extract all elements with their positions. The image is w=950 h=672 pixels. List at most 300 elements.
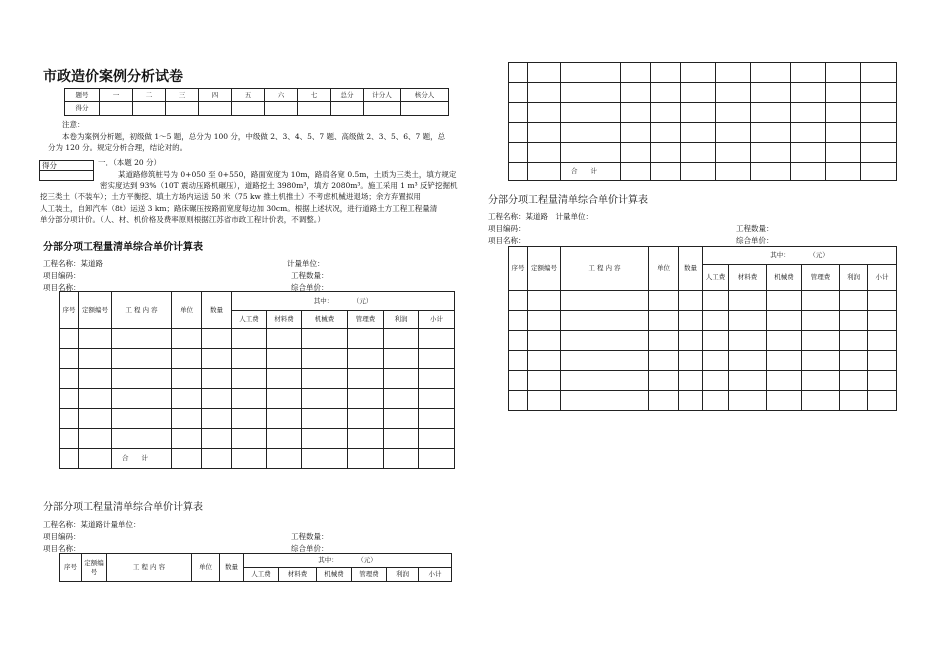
table-cell[interactable] xyxy=(791,83,826,103)
table-cell[interactable] xyxy=(826,83,861,103)
table-cell[interactable] xyxy=(767,291,802,311)
table-cell[interactable] xyxy=(561,63,621,83)
col-content: 工 程 内 容 xyxy=(112,292,172,329)
table-row xyxy=(509,103,897,123)
score-cell[interactable] xyxy=(133,102,166,116)
col-material: 材料费 xyxy=(729,265,767,291)
table-cell[interactable] xyxy=(202,329,232,349)
table-row xyxy=(509,391,897,411)
table-cell[interactable] xyxy=(767,391,802,411)
table-cell[interactable] xyxy=(649,291,679,311)
total-cell[interactable] xyxy=(751,163,791,181)
table-cell[interactable] xyxy=(826,143,861,163)
col-qty: 数量 xyxy=(202,292,232,329)
table-cell[interactable] xyxy=(729,371,767,391)
table-cell[interactable] xyxy=(528,83,561,103)
table-cell[interactable] xyxy=(868,371,897,391)
notes-line: 本卷为案例分析题，初级做 1〜5 题，总分为 100 分，中级做 2、3、4、5、7 题、高级做 2、3、5、6、7 题，总 xyxy=(62,132,446,141)
notes-line: 分为 120 分。规定分析合理，结论对的。 xyxy=(48,143,188,153)
score-header-cell: 计分人 xyxy=(364,89,401,102)
table-cell[interactable] xyxy=(561,83,621,103)
table-cell[interactable] xyxy=(60,389,79,409)
table-cell[interactable] xyxy=(751,103,791,123)
col-machine: 机械费 xyxy=(302,311,348,329)
table-cell[interactable] xyxy=(703,291,729,311)
table-cell[interactable] xyxy=(561,103,621,123)
table-cell[interactable] xyxy=(861,143,897,163)
table-cell[interactable] xyxy=(651,63,681,83)
col-quota: 定额编号 xyxy=(528,247,561,291)
col-qty: 数量 xyxy=(679,247,703,291)
total-cell[interactable] xyxy=(267,449,302,469)
table-cell[interactable] xyxy=(202,389,232,409)
table-cell[interactable] xyxy=(232,409,267,429)
total-cell[interactable] xyxy=(861,163,897,181)
table-cell[interactable] xyxy=(561,123,621,143)
table-cell[interactable] xyxy=(267,369,302,389)
total-cell[interactable] xyxy=(384,449,419,469)
score-header-cell: 一 xyxy=(100,89,133,102)
table3-project-item: 项目名称： xyxy=(488,236,526,245)
table-cell[interactable] xyxy=(302,329,348,349)
table-cell[interactable] xyxy=(528,311,561,331)
table-cell[interactable] xyxy=(528,391,561,411)
table-cell[interactable] xyxy=(767,311,802,331)
score-header-cell: 五 xyxy=(232,89,265,102)
total-cell[interactable] xyxy=(681,163,716,181)
total-cell[interactable] xyxy=(419,449,455,469)
table-cell[interactable] xyxy=(621,103,651,123)
table-cell[interactable] xyxy=(232,369,267,389)
total-label: 合 计 xyxy=(112,449,172,469)
col-profit: 利润 xyxy=(840,265,868,291)
col-subtotal: 小计 xyxy=(419,311,455,329)
score-header-cell: 二 xyxy=(133,89,166,102)
score-header-cell: 核分人 xyxy=(401,89,449,102)
total-cell[interactable] xyxy=(172,449,202,469)
table-row xyxy=(60,429,455,449)
total-cell[interactable] xyxy=(651,163,681,181)
table-cell[interactable] xyxy=(681,123,716,143)
score-header-cell: 题号 xyxy=(65,89,100,102)
table-continued xyxy=(508,62,897,181)
table-cell[interactable] xyxy=(60,409,79,429)
table-cell[interactable] xyxy=(60,369,79,389)
table-cell[interactable] xyxy=(840,351,868,371)
table-cell[interactable] xyxy=(751,83,791,103)
table-cell[interactable] xyxy=(802,331,840,351)
table3-quantity: 工程数量： xyxy=(736,224,774,233)
score-table xyxy=(64,88,449,116)
table-cell[interactable] xyxy=(861,103,897,123)
table-cell[interactable] xyxy=(202,429,232,449)
table-cell[interactable] xyxy=(840,331,868,351)
table-cell[interactable] xyxy=(802,371,840,391)
table-cell[interactable] xyxy=(202,349,232,369)
table-cell[interactable] xyxy=(791,103,826,123)
table-cell[interactable] xyxy=(419,429,455,449)
col-unit: 单位 xyxy=(172,292,202,329)
score-cell[interactable] xyxy=(199,102,232,116)
table-cell[interactable] xyxy=(649,391,679,411)
score-header-cell: 三 xyxy=(166,89,199,102)
table-cell[interactable] xyxy=(649,371,679,391)
table-cell[interactable] xyxy=(419,369,455,389)
score-header-cell: 七 xyxy=(298,89,331,102)
table-cell[interactable] xyxy=(840,311,868,331)
score-row-label: 得分 xyxy=(65,102,100,116)
table2-project-item: 项目名称： xyxy=(43,544,81,553)
q1-line: 某道路修筑桩号为 0+050 至 0+550，路面宽度为 10m，路肩各宽 0.5m，土质为三类土，填方规定 xyxy=(118,170,457,179)
table-cell[interactable] xyxy=(868,331,897,351)
table-cell[interactable] xyxy=(840,371,868,391)
table-cell[interactable] xyxy=(202,369,232,389)
col-quota: 定额编号 xyxy=(82,554,107,582)
table-cell[interactable] xyxy=(791,63,826,83)
table-cell[interactable] xyxy=(649,311,679,331)
table-cell[interactable] xyxy=(679,351,703,371)
table-cell[interactable] xyxy=(172,349,202,369)
table-cell[interactable] xyxy=(232,349,267,369)
table-cell[interactable] xyxy=(561,371,649,391)
table-cell[interactable] xyxy=(528,291,561,311)
table-cell[interactable] xyxy=(172,409,202,429)
table-cell[interactable] xyxy=(509,311,528,331)
table-cell[interactable] xyxy=(348,329,384,349)
table-row xyxy=(509,351,897,371)
table-cell[interactable] xyxy=(384,349,419,369)
table-cell[interactable] xyxy=(649,351,679,371)
table-cell[interactable] xyxy=(791,143,826,163)
table-cell[interactable] xyxy=(232,389,267,409)
table-cell[interactable] xyxy=(348,349,384,369)
table3-project-code: 项目编码： xyxy=(488,224,526,233)
table2-unit-price: 综合单价： xyxy=(291,544,329,553)
table-cell[interactable] xyxy=(861,63,897,83)
col-material: 材料费 xyxy=(267,311,302,329)
table-cell[interactable] xyxy=(528,331,561,351)
table-cell[interactable] xyxy=(840,391,868,411)
score-cell[interactable] xyxy=(364,102,401,116)
table-cell[interactable] xyxy=(509,123,528,143)
table-cell[interactable] xyxy=(703,371,729,391)
table-row xyxy=(509,371,897,391)
table-cell[interactable] xyxy=(729,391,767,411)
table2 xyxy=(59,553,452,582)
q1-line: 挖三类土（不装车）；土方平衡挖、填土方场内运送 50 米（75 kw 推土机推土）不考虑机械进退场；余方弃置拟用 xyxy=(40,192,421,202)
table-cell[interactable] xyxy=(751,143,791,163)
table-cell[interactable] xyxy=(767,331,802,351)
table-cell[interactable] xyxy=(679,291,703,311)
total-cell[interactable] xyxy=(202,449,232,469)
table2-title: 分部分项工程量清单综合单价计算表 xyxy=(43,502,203,513)
table-cell[interactable] xyxy=(802,291,840,311)
table-cell[interactable] xyxy=(703,331,729,351)
table-cell[interactable] xyxy=(868,351,897,371)
table-cell[interactable] xyxy=(112,349,172,369)
table-cell[interactable] xyxy=(679,311,703,331)
total-cell[interactable] xyxy=(826,163,861,181)
col-unit: 单位 xyxy=(649,247,679,291)
score-header-cell: 四 xyxy=(199,89,232,102)
table-cell[interactable] xyxy=(267,329,302,349)
notes-block xyxy=(48,131,457,153)
table-cell[interactable] xyxy=(60,429,79,449)
table-cell[interactable] xyxy=(826,103,861,123)
table-cell[interactable] xyxy=(716,63,751,83)
table-cell[interactable] xyxy=(302,409,348,429)
table-cell[interactable] xyxy=(419,389,455,409)
table2-project-name: 工程名称：某道路计量单位： xyxy=(43,520,141,529)
table-cell[interactable] xyxy=(509,371,528,391)
table-cell[interactable] xyxy=(202,409,232,429)
table1-title: 分部分项工程量清单综合单价计算表 xyxy=(43,242,203,253)
total-label: 合 计 xyxy=(561,163,621,181)
table-cell[interactable] xyxy=(302,429,348,449)
table-cell[interactable] xyxy=(528,143,561,163)
table-cell[interactable] xyxy=(681,83,716,103)
table-cell[interactable] xyxy=(868,291,897,311)
table-cell[interactable] xyxy=(561,143,621,163)
table-row xyxy=(60,389,455,409)
col-quota: 定额编号 xyxy=(79,292,112,329)
q1-score-label: 得分 xyxy=(40,161,94,171)
total-cell[interactable] xyxy=(232,449,267,469)
table-cell[interactable] xyxy=(651,123,681,143)
table-cell[interactable] xyxy=(561,331,649,351)
table-cell[interactable] xyxy=(172,369,202,389)
table-cell[interactable] xyxy=(561,391,649,411)
score-cell[interactable] xyxy=(232,102,265,116)
table-cell[interactable] xyxy=(868,391,897,411)
table-cell[interactable] xyxy=(561,291,649,311)
table-cell[interactable] xyxy=(348,409,384,429)
table-row xyxy=(60,369,455,389)
table-row xyxy=(60,409,455,429)
table-cell[interactable] xyxy=(302,349,348,369)
table-row xyxy=(509,143,897,163)
table-cell[interactable] xyxy=(716,123,751,143)
col-unit: 单位 xyxy=(192,554,220,582)
table-cell[interactable] xyxy=(681,143,716,163)
table-cell[interactable] xyxy=(651,143,681,163)
table-cell[interactable] xyxy=(716,143,751,163)
table-cell[interactable] xyxy=(79,429,112,449)
table-cell[interactable] xyxy=(267,409,302,429)
table-cell[interactable] xyxy=(384,409,419,429)
table-cell[interactable] xyxy=(751,63,791,83)
table-cell[interactable] xyxy=(112,329,172,349)
table-cell[interactable] xyxy=(112,429,172,449)
table-cell[interactable] xyxy=(509,291,528,311)
table-cell[interactable] xyxy=(60,349,79,369)
table1-project-item: 项目名称： xyxy=(43,283,81,292)
table-cell[interactable] xyxy=(791,123,826,143)
table-cell[interactable] xyxy=(112,409,172,429)
total-cell[interactable] xyxy=(621,163,651,181)
score-cell[interactable] xyxy=(298,102,331,116)
q1-line: 单分部分项计价。（人、材、机价格及费率原则根据江苏省市政工程计价表，不调整。） xyxy=(40,214,325,224)
table-cell[interactable] xyxy=(528,351,561,371)
table1-quantity: 工程数量： xyxy=(291,271,329,280)
table-row xyxy=(509,83,897,103)
table-cell[interactable] xyxy=(703,351,729,371)
table-cell[interactable] xyxy=(79,349,112,369)
table-cell[interactable] xyxy=(267,429,302,449)
page-title: 市政造价案例分析试卷 xyxy=(43,69,183,85)
col-qty: 数量 xyxy=(220,554,244,582)
table-cell[interactable] xyxy=(509,351,528,371)
table-cell[interactable] xyxy=(561,351,649,371)
table-cell[interactable] xyxy=(79,389,112,409)
table-row xyxy=(509,291,897,311)
score-cell[interactable] xyxy=(100,102,133,116)
table-cell[interactable] xyxy=(509,83,528,103)
table-cell[interactable] xyxy=(802,351,840,371)
table-cell[interactable] xyxy=(528,103,561,123)
table-cell[interactable] xyxy=(679,371,703,391)
col-mgmt: 管理费 xyxy=(348,311,384,329)
total-cell[interactable] xyxy=(302,449,348,469)
table-cell[interactable] xyxy=(826,63,861,83)
table-cell[interactable] xyxy=(751,123,791,143)
total-cell[interactable] xyxy=(348,449,384,469)
table-cell[interactable] xyxy=(621,123,651,143)
table-cell[interactable] xyxy=(419,409,455,429)
table-cell[interactable] xyxy=(112,389,172,409)
table-cell[interactable] xyxy=(302,389,348,409)
table-row xyxy=(509,63,897,83)
table-cell[interactable] xyxy=(767,371,802,391)
total-cell[interactable] xyxy=(528,163,561,181)
table-cell[interactable] xyxy=(621,83,651,103)
score-cell[interactable] xyxy=(331,102,364,116)
table-cell[interactable] xyxy=(509,331,528,351)
table-cell[interactable] xyxy=(509,143,528,163)
total-cell[interactable] xyxy=(716,163,751,181)
table-cell[interactable] xyxy=(384,429,419,449)
table-cell[interactable] xyxy=(729,331,767,351)
table3-title: 分部分项工程量清单综合单价计算表 xyxy=(488,195,648,206)
col-among: 其中： （元） xyxy=(244,554,452,568)
total-cell[interactable] xyxy=(60,449,79,469)
table-cell[interactable] xyxy=(112,369,172,389)
table-cell[interactable] xyxy=(679,391,703,411)
table-cell[interactable] xyxy=(528,371,561,391)
table-cell[interactable] xyxy=(729,351,767,371)
col-mgmt: 管理费 xyxy=(352,568,387,582)
table-cell[interactable] xyxy=(348,389,384,409)
col-mgmt: 管理费 xyxy=(802,265,840,291)
table-cell[interactable] xyxy=(681,63,716,83)
table-cell[interactable] xyxy=(348,369,384,389)
table-cell[interactable] xyxy=(509,63,528,83)
table-cell[interactable] xyxy=(861,123,897,143)
score-cell[interactable] xyxy=(401,102,449,116)
table-cell[interactable] xyxy=(716,103,751,123)
table-cell[interactable] xyxy=(172,329,202,349)
table-cell[interactable] xyxy=(651,103,681,123)
total-cell[interactable] xyxy=(509,163,528,181)
score-header-cell: 六 xyxy=(265,89,298,102)
table-cell[interactable] xyxy=(509,391,528,411)
total-cell[interactable] xyxy=(79,449,112,469)
table-cell[interactable] xyxy=(384,389,419,409)
table3 xyxy=(508,246,897,411)
table-cell[interactable] xyxy=(621,143,651,163)
col-machine: 机械费 xyxy=(317,568,352,582)
table-cell[interactable] xyxy=(348,429,384,449)
table-cell[interactable] xyxy=(79,369,112,389)
table-cell[interactable] xyxy=(302,369,348,389)
table-cell[interactable] xyxy=(232,429,267,449)
table-row xyxy=(60,349,455,369)
table-cell[interactable] xyxy=(703,311,729,331)
col-profit: 利润 xyxy=(387,568,419,582)
table-cell[interactable] xyxy=(79,329,112,349)
col-content: 工 程 内 容 xyxy=(561,247,649,291)
table-cell[interactable] xyxy=(681,103,716,123)
table2-project-code: 项目编码： xyxy=(43,532,81,541)
table-cell[interactable] xyxy=(267,349,302,369)
col-labor: 人工费 xyxy=(244,568,279,582)
table-cell[interactable] xyxy=(729,291,767,311)
table-cell[interactable] xyxy=(826,123,861,143)
total-cell[interactable] xyxy=(791,163,826,181)
table1-project-code: 项目编码： xyxy=(43,271,81,280)
table-cell[interactable] xyxy=(384,329,419,349)
table-cell[interactable] xyxy=(679,331,703,351)
table-cell[interactable] xyxy=(79,409,112,429)
table-cell[interactable] xyxy=(703,391,729,411)
col-subtotal: 小计 xyxy=(419,568,452,582)
table-cell[interactable] xyxy=(649,331,679,351)
table-cell[interactable] xyxy=(651,83,681,103)
table-cell[interactable] xyxy=(716,83,751,103)
table-cell[interactable] xyxy=(172,389,202,409)
notes-title: 注意： xyxy=(62,120,85,129)
table-cell[interactable] xyxy=(868,311,897,331)
table-cell[interactable] xyxy=(509,103,528,123)
table-cell[interactable] xyxy=(419,329,455,349)
table-cell[interactable] xyxy=(767,351,802,371)
table-cell[interactable] xyxy=(232,329,267,349)
table-cell[interactable] xyxy=(861,83,897,103)
col-material: 材料费 xyxy=(279,568,317,582)
table-cell[interactable] xyxy=(621,63,651,83)
table1-unit: 计量单位： xyxy=(287,259,325,268)
table-cell[interactable] xyxy=(267,389,302,409)
col-seq: 序号 xyxy=(509,247,528,291)
table-cell[interactable] xyxy=(172,429,202,449)
col-content: 工 程 内 容 xyxy=(107,554,192,582)
table-cell[interactable] xyxy=(561,311,649,331)
table-cell[interactable] xyxy=(60,329,79,349)
table-cell[interactable] xyxy=(802,311,840,331)
table-cell[interactable] xyxy=(729,311,767,331)
score-cell[interactable] xyxy=(166,102,199,116)
table-cell[interactable] xyxy=(840,291,868,311)
table-cell[interactable] xyxy=(802,391,840,411)
table-cell[interactable] xyxy=(419,349,455,369)
table1 xyxy=(59,291,455,469)
q1-line: 人工装土，自卸汽车（8t）运送 3 km；路床碾压按路面宽度每边加 30cm。根据上述状况，进行道路土方工程工程量清 xyxy=(40,203,438,213)
table-cell[interactable] xyxy=(384,369,419,389)
table-cell[interactable] xyxy=(528,123,561,143)
col-among: 其中： （元） xyxy=(703,247,897,265)
score-cell[interactable] xyxy=(265,102,298,116)
table-cell[interactable] xyxy=(528,63,561,83)
